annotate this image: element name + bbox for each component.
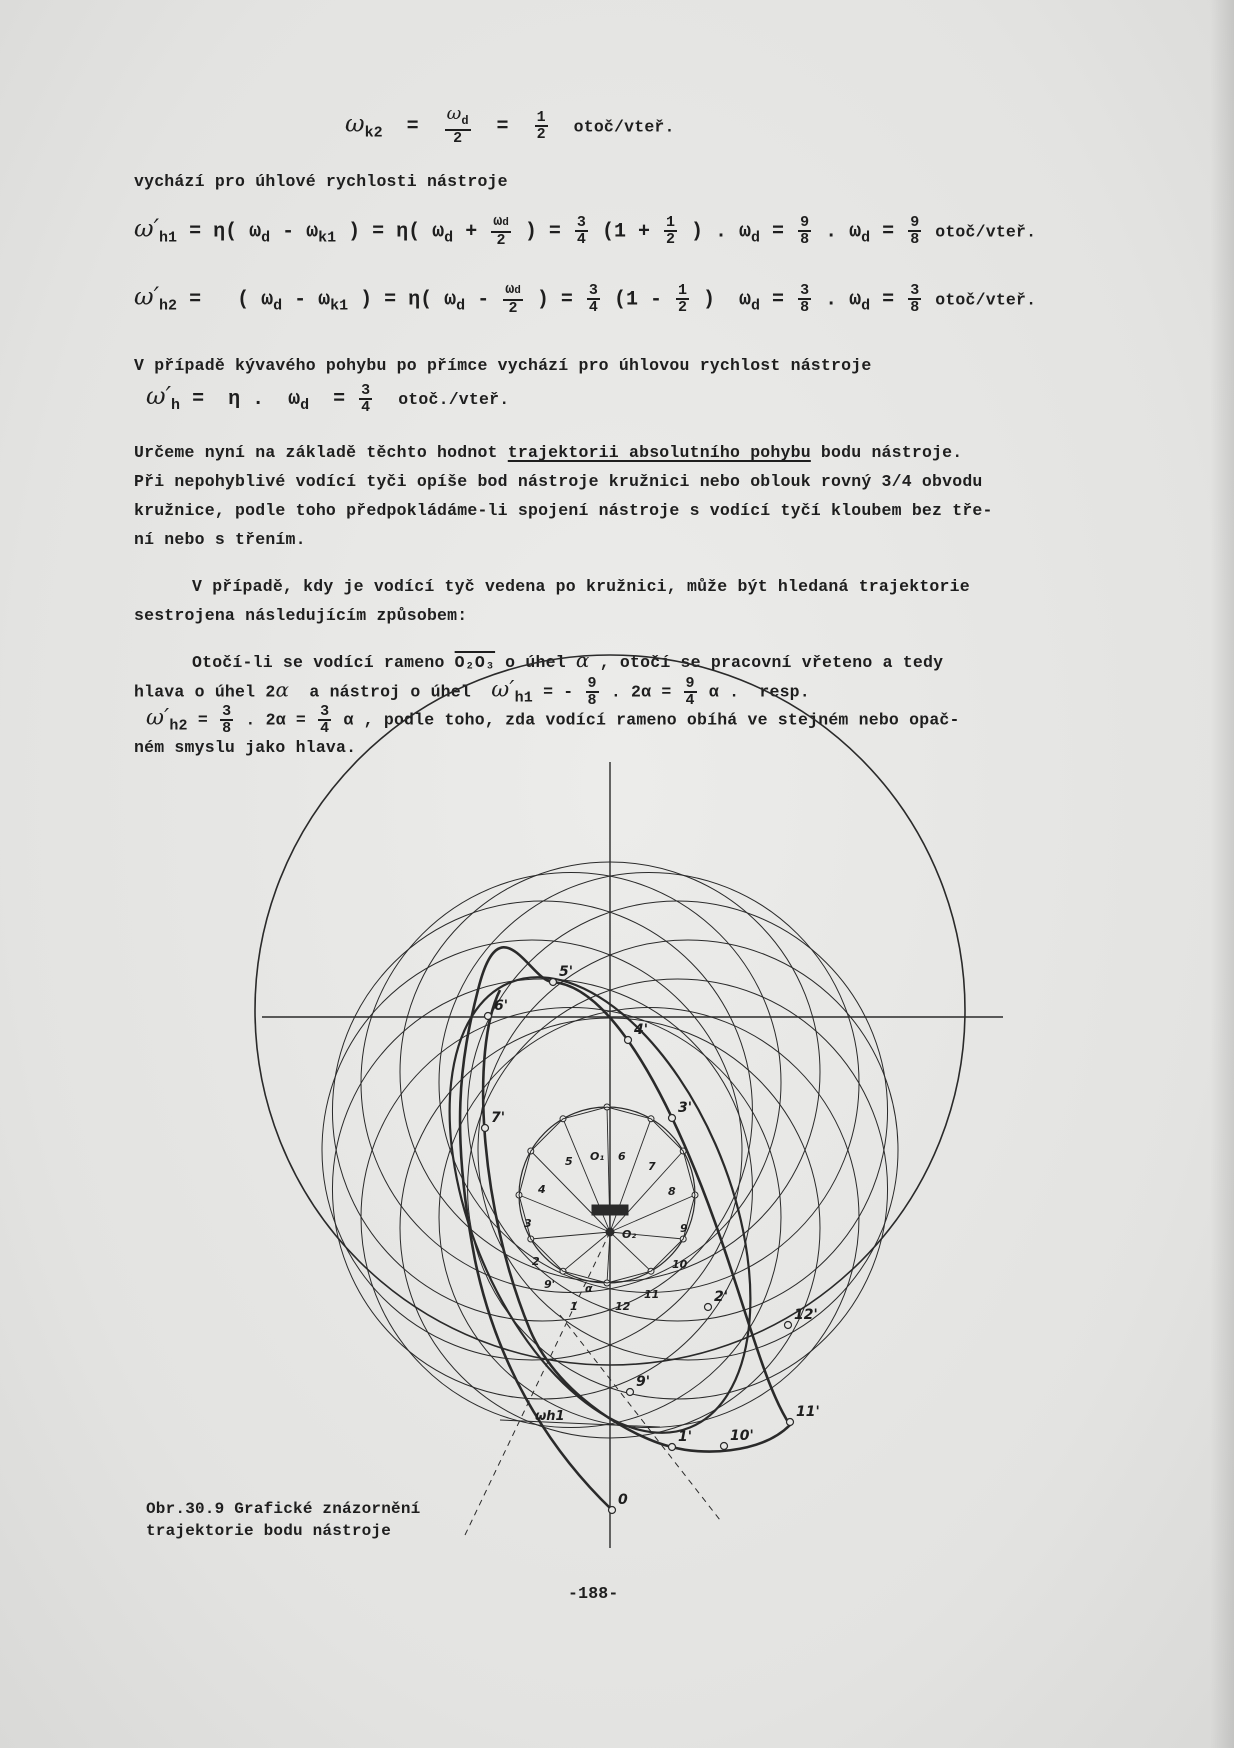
subscript: d <box>456 297 466 315</box>
inner-point-label: 2 <box>532 1255 540 1268</box>
expr: ) ω <box>703 288 752 312</box>
expr: - ω <box>294 288 331 312</box>
point-label: 9' <box>636 1374 651 1390</box>
construction-circle <box>439 1008 859 1428</box>
frac-num: 3 <box>320 703 330 720</box>
trajectory-point <box>485 1013 492 1020</box>
subscript: k1 <box>318 229 337 247</box>
radial-spoke <box>563 1232 610 1271</box>
point-label: 1' <box>678 1429 693 1445</box>
para-urceme-line3: kružnice, podle toho předpokládáme-li spojení nástroje s vodící tyčí kloubem bez tře- <box>134 501 993 520</box>
trajectory-point <box>609 1507 616 1514</box>
segment-label: O₂O₃ <box>454 653 496 672</box>
inner-point-label: 1 <box>570 1300 578 1313</box>
frac-num: 1 <box>665 214 675 231</box>
frac-num: 1 <box>677 282 687 299</box>
frac-den: 4 <box>588 299 598 316</box>
hub-block <box>592 1205 628 1215</box>
text: α . resp. <box>708 682 810 702</box>
inner-point-label: 9' <box>544 1278 556 1291</box>
subscript: d <box>273 297 283 315</box>
symbol-omega: ω′ <box>491 677 515 703</box>
text: . 2α = <box>245 710 307 730</box>
inner-point-label: 4 <box>538 1183 546 1196</box>
omega-h1-label: ωh1 <box>535 1409 565 1424</box>
point-label: 10' <box>730 1428 754 1444</box>
frac-num-sub: d <box>502 217 509 229</box>
expr: = η( ω <box>189 220 262 244</box>
frac-den: 4 <box>320 720 330 737</box>
point-label: 12' <box>794 1307 818 1323</box>
trajectory-point <box>550 979 557 986</box>
inner-point-label: 12 <box>615 1300 631 1313</box>
frac-den: 2 <box>496 232 506 249</box>
text: , otočí se pracovní vřeteno a tedy <box>589 653 944 672</box>
inner-point-label: 10 <box>672 1258 688 1271</box>
trajectory-point <box>669 1115 676 1122</box>
frac-num: 3 <box>588 282 598 299</box>
subscript: h1 <box>514 689 533 707</box>
frac-den: 2 <box>536 126 546 143</box>
subscript: h2 <box>159 297 178 315</box>
expr: - <box>477 288 490 312</box>
frac-den: 2 <box>677 299 687 316</box>
expr: = <box>772 288 785 312</box>
point-label: 11' <box>796 1404 820 1420</box>
alpha-label: α <box>585 1282 593 1295</box>
subscript: h1 <box>159 229 178 247</box>
point-label: 7' <box>491 1110 506 1126</box>
frac-num: 3 <box>361 381 371 399</box>
para-otoci-line4: ném smyslu jako hlava. <box>134 738 357 757</box>
subscript: h <box>171 397 181 414</box>
trajectory-point <box>627 1389 634 1396</box>
frac-den: 8 <box>910 231 920 248</box>
para-urceme-line4: ní nebo s třením. <box>134 530 306 549</box>
inner-point-label: 8 <box>668 1185 676 1198</box>
para-kyvave: V případě kývavého pohybu po přímce vychází pro úhlovou rychlost nástroje <box>134 356 872 375</box>
frac-num: 9 <box>800 214 810 231</box>
symbol-omega: ω′ <box>134 282 160 311</box>
expr: . ω <box>825 288 862 312</box>
expr: = <box>333 388 346 411</box>
frac-num: 3 <box>800 282 810 299</box>
underlined-term: trajektorii absolutního pohybu <box>507 443 811 462</box>
inner-point-label: 6 <box>618 1150 626 1163</box>
expr: ) . ω <box>691 220 752 244</box>
subscript: d <box>751 229 761 247</box>
inner-point-label: O₁ <box>590 1150 605 1163</box>
inner-point-label: 11 <box>644 1288 660 1301</box>
expr: ) = η( ω <box>360 288 457 312</box>
omega-arc-line <box>500 1420 660 1427</box>
equals: = <box>406 115 419 139</box>
subscript: d <box>300 397 310 414</box>
frac-num: 9 <box>587 675 597 692</box>
expr: = ( ω <box>189 288 274 312</box>
subscript: d <box>444 229 454 247</box>
symbol-omega: ω′ <box>146 382 172 410</box>
inner-point-label: O₂ <box>622 1228 637 1241</box>
expr: = <box>882 288 895 312</box>
text: a nástroj o úhel <box>289 682 471 702</box>
unit: otoč/vteř. <box>573 117 675 137</box>
trajectory-point <box>705 1304 712 1311</box>
frac-den: 8 <box>587 692 597 709</box>
frac-num: 1 <box>536 109 546 126</box>
page-number: -188- <box>568 1584 619 1603</box>
point-label: 0 <box>618 1492 628 1508</box>
expr: = <box>882 220 895 244</box>
frac-num: 9 <box>685 675 695 692</box>
inner-point-label: 3 <box>524 1217 532 1230</box>
frac-den: 8 <box>800 299 810 316</box>
point-label: 4' <box>634 1022 649 1038</box>
subscript: d <box>751 297 761 315</box>
hub-center <box>606 1228 614 1236</box>
unit: otoč/vteř. <box>935 290 1037 310</box>
point-label: 6' <box>494 998 509 1014</box>
frac-den: 8 <box>910 299 920 316</box>
text: = - <box>543 682 574 702</box>
unit: otoč./vteř. <box>398 390 510 409</box>
text: o úhel <box>495 653 576 672</box>
para-pripade-line1: V případě, kdy je vodící tyč vedena po kružnici, může být hledaná trajektorie <box>192 577 970 596</box>
text: α , podle toho, zda vodící rameno obíhá ve stejném nebo opač- <box>343 710 960 730</box>
frac-num-sub: d <box>461 114 469 128</box>
expr: = <box>772 220 785 244</box>
expr: ) = η( ω <box>348 220 445 244</box>
frac-den: 2 <box>665 231 675 248</box>
expr: = η . ω <box>192 388 301 411</box>
expr: + <box>465 220 478 244</box>
figure-caption-line2: trajektorie bodu nástroje <box>146 1522 392 1540</box>
inner-point-label: 9 <box>680 1222 688 1235</box>
frac-num-sub: d <box>514 285 521 297</box>
radial-spoke <box>610 1232 683 1239</box>
construction-circle <box>361 1008 781 1428</box>
expr: (1 + <box>601 220 650 244</box>
text: = <box>197 710 208 730</box>
inner-point-label: 5 <box>565 1155 573 1168</box>
frac-den: 2 <box>453 130 463 147</box>
equals: = <box>496 115 509 139</box>
inner-point-label: 7 <box>648 1160 656 1173</box>
para-pripade-line2: sestrojena následujícím způsobem: <box>134 606 468 625</box>
trajectory-point <box>785 1322 792 1329</box>
expr: ) = <box>536 288 573 312</box>
line-vychazi: vychází pro úhlové rychlosti nástroje <box>134 172 508 191</box>
frac-num: ω <box>493 213 503 230</box>
point-label: 5' <box>559 964 574 980</box>
construction-circle <box>468 979 888 1399</box>
text: . 2α = <box>610 682 672 702</box>
subscript: d <box>861 229 871 247</box>
expr: (1 - <box>613 288 662 312</box>
subscript: k1 <box>330 297 349 315</box>
subscript: k2 <box>364 124 383 142</box>
point-label: 3' <box>678 1100 693 1116</box>
expr: . ω <box>825 220 862 244</box>
frac-den: 8 <box>800 231 810 248</box>
trajectory-point <box>482 1125 489 1132</box>
subscript: d <box>261 229 271 247</box>
para-urceme-line2: Při nepohyblivé vodící tyči opíše bod nástroje kružnici nebo oblouk rovný 3/4 obvodu <box>134 472 983 491</box>
trajectory-point <box>625 1037 632 1044</box>
symbol-alpha: α <box>575 648 590 672</box>
frac-num: 9 <box>910 214 920 231</box>
radial-spoke <box>531 1232 610 1239</box>
trajectory-point <box>721 1443 728 1450</box>
symbol-omega: ω′ <box>134 214 160 243</box>
subscript: h2 <box>169 717 188 735</box>
trajectory-point <box>669 1444 676 1451</box>
figure-caption-line1: Obr.30.9 Grafické znázornění <box>146 1500 421 1518</box>
text: Určeme nyní na základě těchto hodnot <box>134 443 508 462</box>
text: bodu nástroje. <box>810 443 963 462</box>
expr: ) = <box>524 220 561 244</box>
frac-num: ω <box>446 103 462 124</box>
symbol-omega: ω <box>345 109 365 138</box>
frac-num: 3 <box>222 703 232 720</box>
point-label: 2' <box>714 1289 729 1305</box>
frac-den: 4 <box>685 692 695 709</box>
frac-den: 4 <box>576 231 586 248</box>
text: Otočí-li se vodící rameno <box>192 653 455 672</box>
frac-num: ω <box>505 281 515 298</box>
frac-num: 3 <box>576 214 586 231</box>
frac-den: 2 <box>508 300 518 317</box>
frac-den: 8 <box>222 720 232 737</box>
frac-num: 3 <box>910 282 920 299</box>
subscript: d <box>861 297 871 315</box>
frac-den: 4 <box>361 398 371 416</box>
construction-circle <box>439 872 859 1292</box>
trajectory-point <box>787 1419 794 1426</box>
symbol-omega: ω′ <box>146 705 170 731</box>
expr: - ω <box>282 220 319 244</box>
symbol-alpha: α <box>275 677 290 702</box>
unit: otoč/vteř. <box>935 222 1037 242</box>
text: hlava o úhel 2 <box>134 682 276 702</box>
